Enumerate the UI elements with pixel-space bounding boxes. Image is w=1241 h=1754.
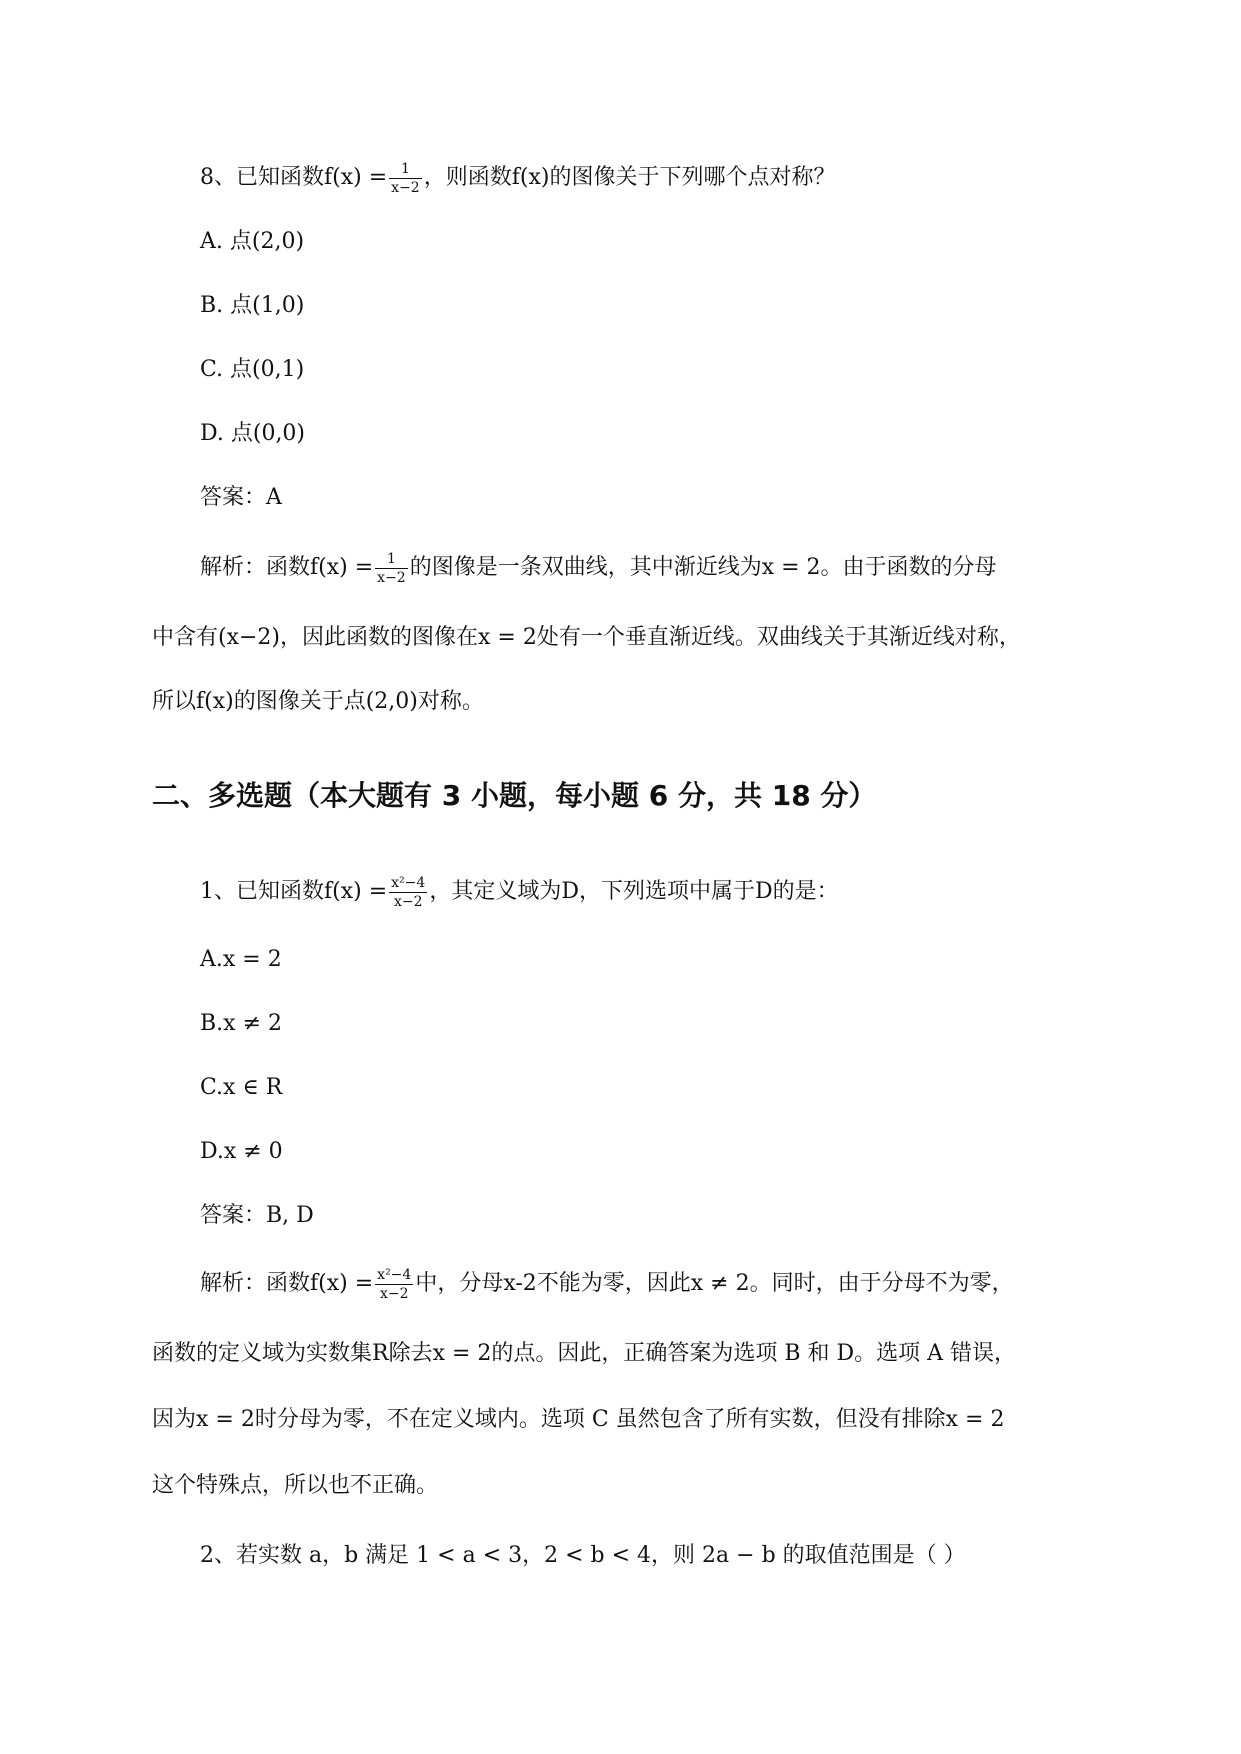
q1-analysis-line-4: 这个特殊点，所以也不正确。 [152, 1473, 439, 1498]
q1-number: 1、 [200, 879, 236, 904]
section-heading: 二、多选题（本大题有 3 小题，每小题 6 分，共 18 分） [152, 779, 877, 812]
q8-answer: 答案：A [200, 485, 282, 510]
q8-option-a: A. 点(2,0) [200, 229, 305, 254]
q1-analysis-line-1: 解析：函数f(x) = $\frac{\text{x²−4}}{x-2}$ 中，分母x-2不能为零，因此x ≠ 2。同时，由于分母不为零， [200, 1266, 1014, 1302]
q8-option-d: D. 点(0,0) [200, 421, 306, 446]
q1-answer: 答案：B, D [200, 1203, 314, 1228]
q1-stem: 1、已知函数f(x) = $\frac{\text{x²−4}}{x-2}$ ，其定义域为D，下列选项中属于D的是： [200, 874, 839, 910]
q1-analysis-line-3: 因为x = 2时分母为零，不在定义域内。选项 C 虽然包含了所有实数，但没有排除x = 2 [152, 1407, 1005, 1432]
q1-option-c: C.x ∈ R [200, 1075, 283, 1100]
q8-number: 8、 [200, 165, 236, 190]
q1-option-d: D.x ≠ 0 [200, 1139, 283, 1164]
q8-analysis-fraction: $\frac{1}{x-2}$ [377, 550, 406, 586]
q1-option-a: A.x = 2 [200, 947, 282, 972]
q8-stem: 8、已知函数f(x) = $\frac{1}{x-2}$ ，则函数f(x)的图像关于下列哪个点对称？ [200, 160, 836, 196]
q2-stem: 2、若实数 a，b 满足 1 < a < 3，2 < b < 4，则 2a − b 的取值范围是（ ） [200, 1543, 966, 1568]
q1-analysis-line-2: 函数的定义域为实数集R除去x = 2的点。因此，正确答案为选项 B 和 D。选项 A 错误， [152, 1341, 1017, 1366]
q8-analysis-line-2: 中含有(x−2)，因此函数的图像在x = 2处有一个垂直渐近线。双曲线关于其渐近线对称， [152, 625, 1021, 650]
q1-fraction: $\frac{\text{x²−4}}{x-2}$ [391, 874, 426, 910]
q8-option-c: C. 点(0,1) [200, 357, 305, 382]
q8-option-b: B. 点(1,0) [200, 293, 305, 318]
q1-option-b: B.x ≠ 2 [200, 1011, 282, 1036]
q8-fraction: $\frac{1}{x-2}$ [391, 160, 420, 196]
q8-analysis-line-1: 解析：函数f(x) = $\frac{1}{x-2}$ 的图像是一条双曲线，其中渐近线为x = 2。由于函数的分母 [200, 550, 997, 586]
q1-analysis-fraction: $\frac{\text{x²−4}}{x-2}$ [377, 1266, 412, 1302]
q8-analysis-line-3: 所以f(x)的图像关于点(2,0)对称。 [152, 689, 484, 714]
